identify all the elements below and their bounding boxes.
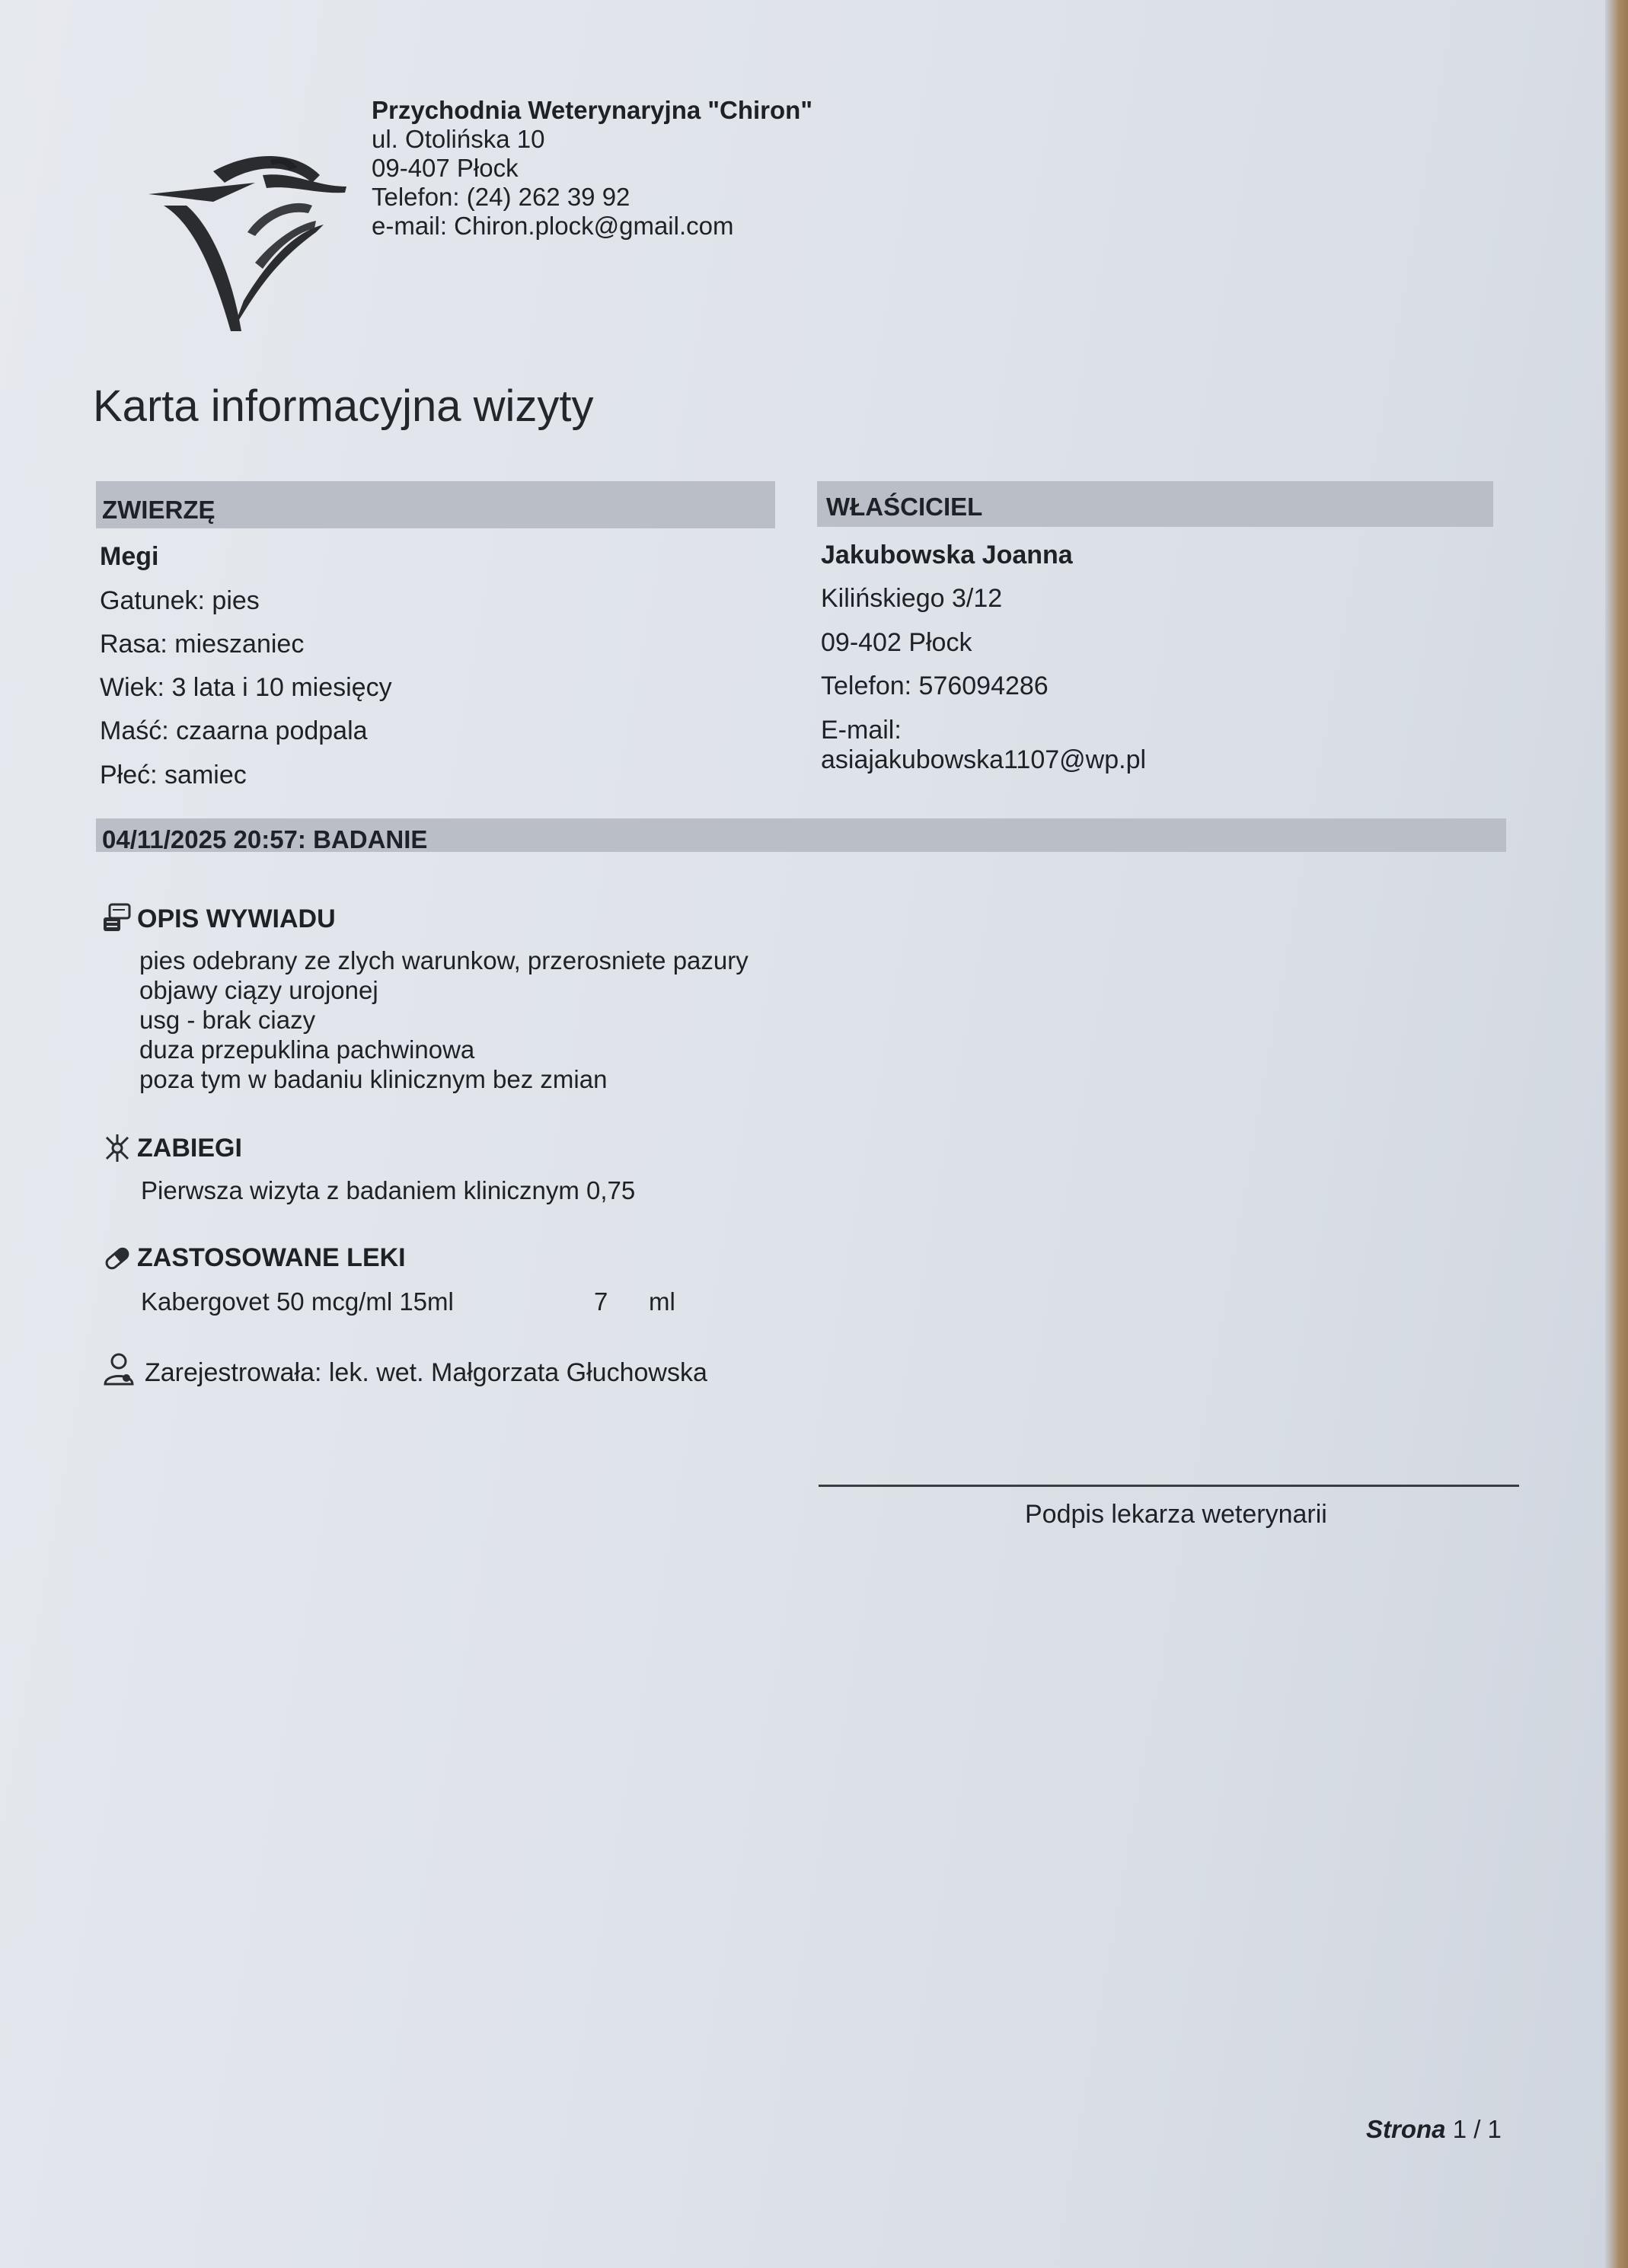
interview-line: objawy ciązy urojonej (139, 976, 378, 1004)
clinic-logo (141, 141, 354, 339)
procedure-item: Pierwsza wizyta z badaniem klinicznym 0,75 (141, 1176, 636, 1204)
medications-title: ZASTOSOWANE LEKI (137, 1243, 406, 1272)
signature-line (819, 1485, 1519, 1487)
interview-body (139, 946, 749, 1094)
interview-line: usg - brak ciazy (139, 1006, 316, 1034)
owner-phone: Telefon: 576094286 (821, 671, 1049, 700)
procedures-section-title (102, 1133, 242, 1163)
clinic-name: Przychodnia Weterynaryjna "Chiron" (372, 96, 812, 124)
animal-coat: Maść: czaarna podpala (100, 716, 368, 745)
interview-line: poza tym w badaniu klinicznym bez zmian (139, 1065, 608, 1093)
owner-email: asiajakubowska1107@wp.pl (821, 745, 1147, 774)
clinic-phone: Telefon: (24) 262 39 92 (372, 183, 630, 211)
visit-header: 04/11/2025 20:57: BADANIE (96, 818, 1506, 852)
medications-section-title (102, 1243, 406, 1273)
animal-section-header: ZWIERZĘ (96, 481, 775, 528)
pill-icon (102, 1244, 132, 1273)
interview-section-title (101, 902, 336, 934)
table-surface (1605, 0, 1628, 2268)
signature-label: Podpis lekarza weterynarii (1025, 1500, 1327, 1529)
doctor-icon (102, 1352, 136, 1386)
animal-species: Gatunek: pies (100, 586, 260, 615)
owner-email-label: E-mail: (821, 716, 902, 745)
animal-name: Megi (100, 542, 159, 571)
owner-name: Jakubowska Joanna (821, 541, 1073, 569)
document-title: Karta informacyjna wizyty (93, 381, 594, 431)
owner-section-header: WŁAŚCICIEL (817, 481, 1493, 527)
notes-icon (101, 902, 132, 934)
page-label: Strona (1366, 2115, 1446, 2143)
clinic-city: 09-407 Płock (372, 154, 519, 182)
page-total: / 1 (1473, 2115, 1502, 2143)
page-number (1366, 2115, 1502, 2144)
medication-unit: ml (649, 1287, 675, 1316)
owner-street: Kilińskiego 3/12 (821, 584, 1003, 613)
interview-line: pies odebrany ze zlych warunkow, przerosniete pazury (139, 946, 749, 975)
registered-by: Zarejestrowała: lek. wet. Małgorzata Głuchowska (145, 1358, 707, 1387)
animal-age: Wiek: 3 lata i 10 miesięcy (100, 673, 392, 702)
interview-title: OPIS WYWIADU (137, 904, 336, 933)
medication-quantity: 7 (594, 1287, 608, 1316)
medication-name: Kabergovet 50 mcg/ml 15ml (141, 1287, 454, 1316)
procedure-icon (102, 1133, 132, 1163)
clinic-email: e-mail: Chiron.plock@gmail.com (372, 212, 734, 240)
animal-breed: Rasa: mieszaniec (100, 630, 305, 659)
page-current: 1 (1452, 2115, 1467, 2143)
clinic-header (372, 96, 812, 241)
animal-sex: Płeć: samiec (100, 761, 247, 789)
interview-line: duza przepuklina pachwinowa (139, 1035, 475, 1064)
owner-city: 09-402 Płock (821, 628, 972, 657)
clinic-address: ul. Otolińska 10 (372, 125, 545, 153)
procedures-title: ZABIEGI (137, 1134, 242, 1163)
